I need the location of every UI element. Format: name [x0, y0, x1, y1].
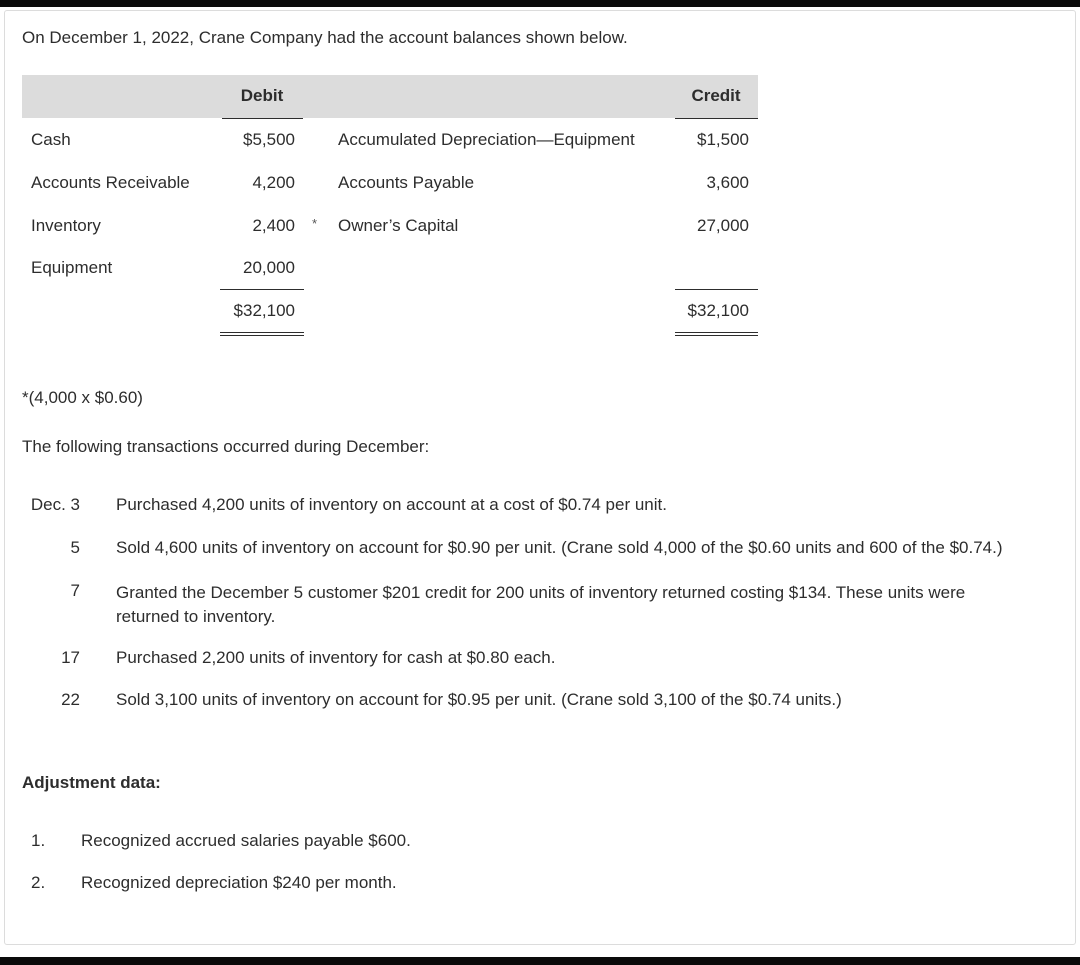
- debit-total-rule: [220, 289, 304, 290]
- credit-total-rule: [675, 289, 758, 290]
- transaction-date: 22: [61, 690, 80, 709]
- table-header-row: [22, 75, 758, 118]
- adjustment-number: 1.: [31, 831, 46, 850]
- credit-double-underline: [675, 332, 758, 336]
- footnote: *(4,000 x $0.60): [22, 388, 143, 407]
- table-row-debit: 2,400: [252, 216, 295, 235]
- adjustment-text: Recognized depreciation $240 per month.: [81, 873, 397, 892]
- problem-card: [4, 10, 1076, 945]
- table-row-right-account: Owner’s Capital: [338, 216, 459, 235]
- adjustment-heading: Adjustment data:: [22, 773, 161, 792]
- adjustment-number: 2.: [31, 873, 46, 892]
- transaction-date: 17: [61, 648, 80, 667]
- table-row-debit: 20,000: [243, 258, 295, 277]
- debit-double-underline: [220, 332, 304, 336]
- transaction-text: Sold 3,100 units of inventory on account for $0.95 per unit. (Crane sold 3,100 of the $0.74 units.): [116, 690, 842, 709]
- table-row-credit: 27,000: [697, 216, 749, 235]
- top-border-bar: [0, 0, 1080, 7]
- intro-text: On December 1, 2022, Crane Company had the account balances shown below.: [22, 28, 628, 47]
- transaction-text: Sold 4,600 units of inventory on account for $0.90 per unit. (Crane sold 4,000 of the $0.60 units and 600 of the $0.74.): [116, 538, 1003, 557]
- table-row-left-account: Accounts Receivable: [31, 173, 190, 192]
- table-row-debit: $5,500: [243, 130, 295, 149]
- table-row-left-account: Cash: [31, 130, 71, 149]
- transaction-text: Purchased 2,200 units of inventory for cash at $0.80 each.: [116, 648, 556, 667]
- bottom-border-bar: [0, 957, 1080, 965]
- table-row-left-account: Equipment: [31, 258, 113, 277]
- table-row-right-account: Accumulated Depreciation—Equipment: [338, 130, 635, 149]
- transactions-intro: The following transactions occurred during December:: [22, 437, 430, 456]
- debit-header: Debit: [240, 86, 284, 105]
- table-row-credit: 3,600: [706, 173, 749, 192]
- table-row-left-account: Inventory: [31, 216, 101, 235]
- footnote-marker: *: [312, 216, 318, 231]
- transaction-text: Granted the December 5 customer $201 credit for 200 units of inventory returned costing $134. These units were returned to inventory.: [116, 583, 966, 626]
- table-row-debit: 4,200: [252, 173, 295, 192]
- debit-header-underline: [222, 118, 303, 119]
- table-row-credit: $1,500: [697, 130, 749, 149]
- table-row-right-account: Accounts Payable: [338, 173, 475, 192]
- total-debit: $32,100: [233, 301, 295, 320]
- credit-header: Credit: [691, 86, 741, 105]
- transaction-date: Dec. 3: [30, 495, 80, 514]
- transaction-date: 7: [70, 581, 80, 600]
- transaction-date: 5: [70, 538, 80, 557]
- total-credit: $32,100: [687, 301, 749, 320]
- transaction-text: Purchased 4,200 units of inventory on account at a cost of $0.74 per unit.: [116, 495, 667, 514]
- credit-header-underline: [675, 118, 758, 119]
- adjustment-text: Recognized accrued salaries payable $600.: [81, 831, 411, 850]
